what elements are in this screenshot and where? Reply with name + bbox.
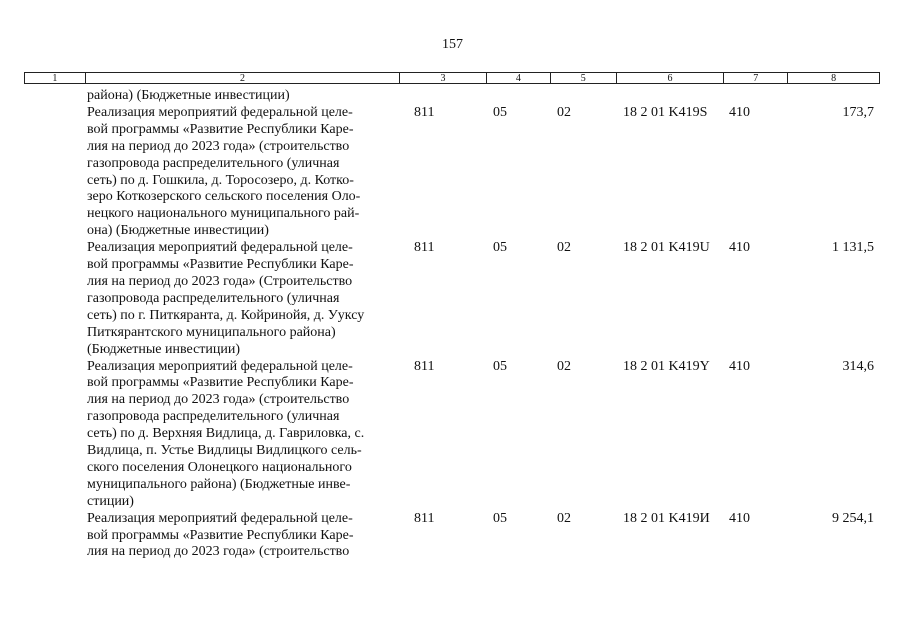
name-line: вой программы «Развитие Республики Каре- bbox=[87, 121, 354, 137]
table-row bbox=[24, 240, 880, 358]
name-line: сеть) по г. Питкяранта, д. Койринойя, д. Ууксу bbox=[87, 307, 365, 323]
name-line: она) (Бюджетные инвестиции) bbox=[87, 223, 269, 239]
cell-c6: 18 2 01 K419Y bbox=[623, 358, 710, 374]
name-line: Реализация мероприятий федеральной целе- bbox=[87, 358, 353, 374]
cell-c7: 410 bbox=[729, 510, 750, 526]
name-line: лия на период до 2023 года» (строительство bbox=[87, 392, 350, 408]
cell-c5: 02 bbox=[557, 358, 571, 374]
name-line: Реализация мероприятий федеральной целе- bbox=[87, 104, 353, 120]
cell-c8: 314,6 bbox=[842, 358, 874, 374]
cell-c5: 02 bbox=[557, 240, 571, 256]
name-line: сеть) по д. Верхняя Видлица, д. Гавриловка, с. bbox=[87, 426, 365, 442]
header-cell: 5 bbox=[551, 73, 617, 83]
name-line: газопровода распределительного (уличная bbox=[87, 409, 340, 425]
header-cell: 6 bbox=[617, 73, 725, 83]
header-cell: 2 bbox=[86, 73, 400, 83]
table-row bbox=[24, 88, 880, 105]
name-line: лия на период до 2023 года» (строительство bbox=[87, 544, 350, 560]
name-line: сеть) по д. Гошкила, д. Торосозеро, д. Котко- bbox=[87, 172, 354, 188]
cell-c4: 05 bbox=[493, 240, 507, 256]
name-line: газопровода распределительного (уличная bbox=[87, 290, 340, 306]
cell-name bbox=[85, 359, 400, 511]
cell-c3: 811 bbox=[414, 510, 435, 526]
cell-col1 bbox=[24, 511, 85, 562]
cell-c5 bbox=[551, 88, 617, 105]
cell-c8: 9 254,1 bbox=[832, 510, 874, 526]
cell-c7: 410 bbox=[729, 358, 750, 374]
cell-c3: 811 bbox=[414, 104, 435, 120]
name-line: ского поселения Олонецкого национального bbox=[87, 459, 352, 475]
name-line: (Бюджетные инвестиции) bbox=[87, 341, 241, 357]
cell-name bbox=[85, 105, 400, 240]
table-body bbox=[24, 88, 880, 561]
cell-c6: 18 2 01 K419И bbox=[623, 510, 710, 526]
page-number: 157 bbox=[442, 37, 463, 52]
cell-c8 bbox=[789, 88, 880, 105]
name-line: Реализация мероприятий федеральной целе- bbox=[87, 510, 353, 526]
name-line: стиции) bbox=[87, 493, 134, 509]
table-row bbox=[24, 359, 880, 511]
header-cell: 3 bbox=[400, 73, 487, 83]
cell-c5: 02 bbox=[557, 510, 571, 526]
name-line: вой программы «Развитие Республики Каре- bbox=[87, 375, 354, 391]
cell-c4: 05 bbox=[493, 104, 507, 120]
header-cell: 7 bbox=[724, 73, 788, 83]
cell-c5: 02 bbox=[557, 104, 571, 120]
cell-c8: 173,7 bbox=[842, 104, 874, 120]
name-line: Видлица, п. Устье Видлицы Видлицкого сель- bbox=[87, 443, 362, 459]
cell-name bbox=[85, 88, 400, 105]
cell-c6: 18 2 01 K419U bbox=[623, 240, 710, 256]
cell-col1 bbox=[24, 105, 85, 240]
cell-col1 bbox=[24, 359, 85, 511]
table-row bbox=[24, 511, 880, 562]
name-line: лия на период до 2023 года» (строительство bbox=[87, 138, 350, 154]
table-row bbox=[24, 105, 880, 240]
cell-col1 bbox=[24, 240, 85, 358]
cell-c8: 1 131,5 bbox=[832, 240, 874, 256]
name-line: вой программы «Развитие Республики Каре- bbox=[87, 527, 354, 543]
name-line: лия на период до 2023 года» (Строительство bbox=[87, 273, 353, 289]
cell-c7: 410 bbox=[729, 240, 750, 256]
cell-name bbox=[85, 511, 400, 562]
cell-name bbox=[85, 240, 400, 358]
cell-c7: 410 bbox=[729, 104, 750, 120]
cell-c3: 811 bbox=[414, 358, 435, 374]
name-line: газопровода распределительного (уличная bbox=[87, 155, 340, 171]
header-cell: 1 bbox=[25, 73, 86, 83]
name-line: Реализация мероприятий федеральной целе- bbox=[87, 240, 353, 256]
header-cell: 4 bbox=[487, 73, 551, 83]
header-cell: 8 bbox=[831, 73, 837, 84]
cell-c4: 05 bbox=[493, 358, 507, 374]
cell-c3: 811 bbox=[414, 240, 435, 256]
cell-c3 bbox=[400, 88, 487, 105]
cell-c4: 05 bbox=[493, 510, 507, 526]
cell-c7 bbox=[725, 88, 789, 105]
cell-c4 bbox=[487, 88, 551, 105]
cell-col1 bbox=[24, 88, 85, 105]
name-line: муниципального района) (Бюджетные инве- bbox=[87, 476, 351, 492]
cell-c6: 18 2 01 K419S bbox=[623, 104, 708, 120]
name-line: зеро Коткозерского сельского поселения Оло- bbox=[87, 189, 361, 205]
name-line: вой программы «Развитие Республики Каре- bbox=[87, 257, 354, 273]
name-line: нецкого национального муниципального рай- bbox=[87, 206, 360, 222]
name-line: Питкярантского муниципального района) bbox=[87, 324, 336, 340]
name-line: района) (Бюджетные инвестиции) bbox=[87, 88, 290, 103]
table-header bbox=[24, 72, 880, 84]
cell-c6 bbox=[617, 88, 725, 105]
